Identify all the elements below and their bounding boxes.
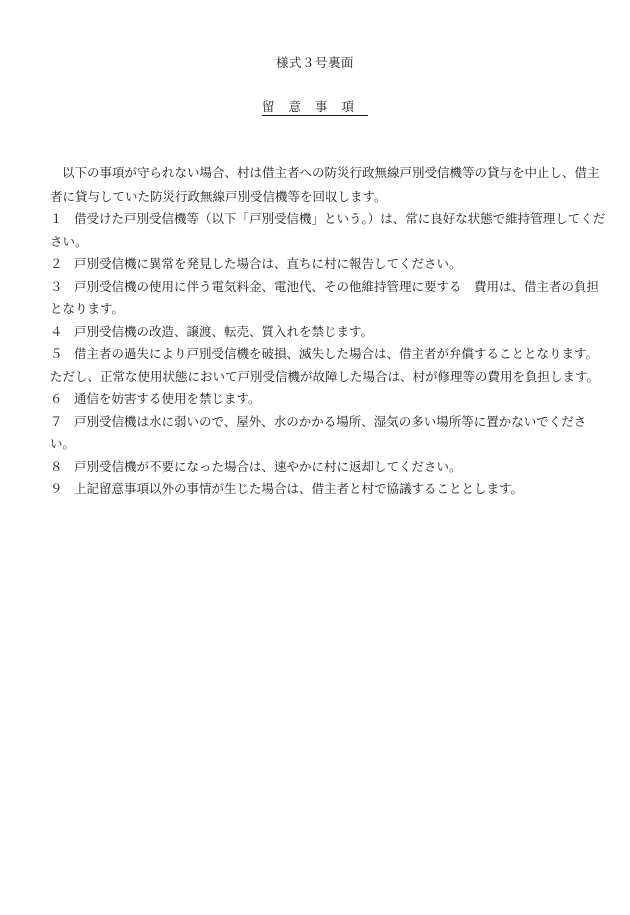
item-number: ４ bbox=[50, 323, 63, 339]
list-item bbox=[50, 321, 610, 344]
item-text: 戸別受信機に異常を発見した場合は、直ちに村に報告してください。 bbox=[74, 256, 462, 271]
item-number: ８ bbox=[50, 458, 63, 474]
list-item bbox=[50, 478, 610, 501]
page-title: 留意事項 bbox=[261, 99, 368, 114]
list-item bbox=[50, 456, 610, 479]
item-number: ３ bbox=[50, 278, 63, 294]
item-text: 戸別受信機の使用に伴う電気料金、電池代、その他維持管理に要する 費用は、借主者の負担となります。 bbox=[50, 278, 600, 316]
list-item bbox=[50, 208, 610, 253]
form-number-label: 様式３号裏面 bbox=[275, 55, 354, 70]
item-number: ７ bbox=[50, 413, 63, 429]
item-number: ６ bbox=[50, 391, 63, 406]
list-item bbox=[50, 343, 610, 388]
intro-paragraph: 以下の事項が守られない場合、村は借主者への防災行政無線戸別受信機等の貸与を中止し、借主者に貸与していた防災行政無線戸別受信機等を回収します。 bbox=[50, 164, 600, 204]
item-text: 戸別受信機は水に弱いので、屋外、水のかかる場所、湿気の多い場所等に置かないでください。 bbox=[50, 413, 587, 451]
item-text: 戸別受信機が不要になった場合は、速やかに村に返却してください。 bbox=[74, 458, 462, 474]
item-text: 借受けた戸別受信機等（以下「戸別受信機」という。）は、常に良好な状態で維持管理してください。 bbox=[50, 211, 606, 249]
notice-list bbox=[50, 208, 610, 501]
list-item bbox=[50, 253, 610, 276]
item-number: ２ bbox=[50, 256, 63, 271]
item-text: 借主者の過失により戸別受信機を破損、滅失した場合は、借主者が弁償することとなります。ただし、正常な使用状態において戸別受信機が故障した場合は、村が修理等の費用を負担します。 bbox=[50, 346, 600, 384]
list-item bbox=[50, 276, 610, 321]
item-text: 戸別受信機の改造、譲渡、転売、質入れを禁じます。 bbox=[74, 323, 374, 339]
item-text: 上記留意事項以外の事情が生じた場合は、借主者と村で協議することとします。 bbox=[74, 481, 524, 496]
item-number: ５ bbox=[50, 346, 63, 361]
item-text: 通信を妨害する使用を禁じます。 bbox=[74, 391, 261, 406]
list-item bbox=[50, 388, 610, 411]
item-number: ９ bbox=[50, 481, 63, 496]
item-number: １ bbox=[50, 211, 63, 226]
list-item bbox=[50, 411, 610, 456]
